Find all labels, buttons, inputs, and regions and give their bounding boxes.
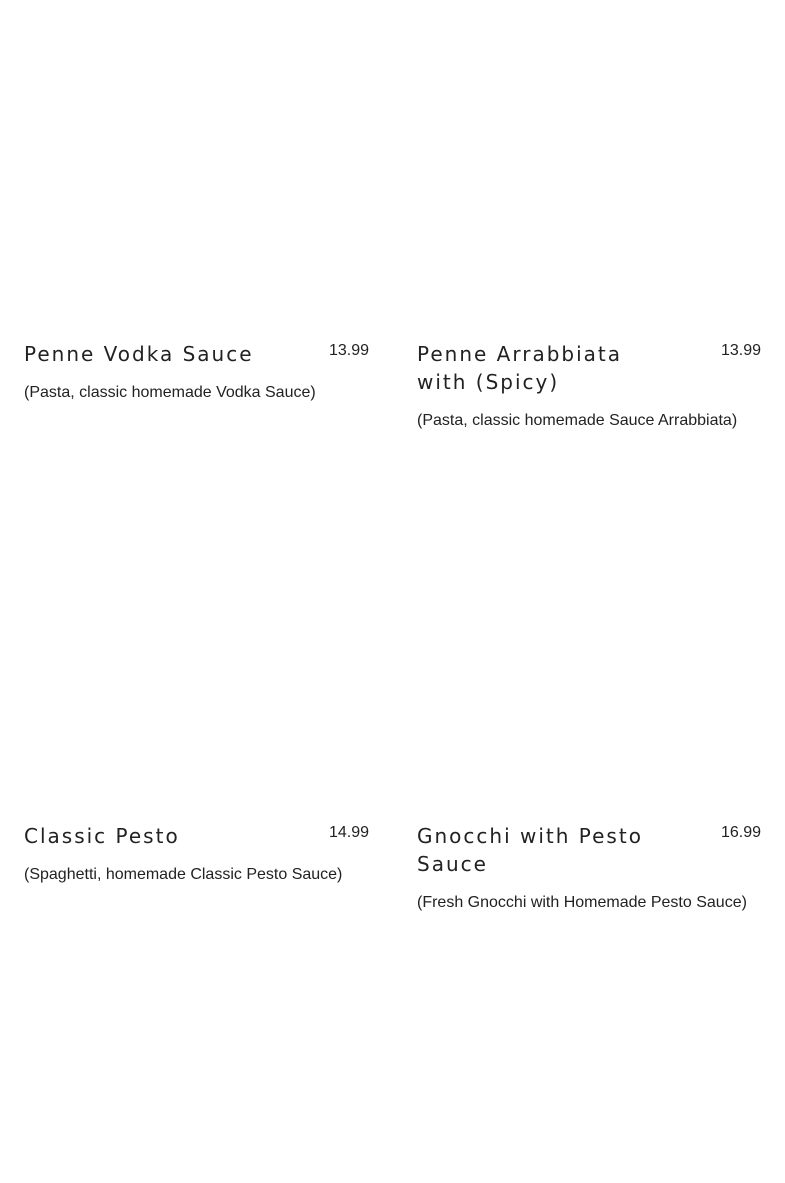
menu-item-name: Classic Pesto: [24, 824, 180, 848]
menu-item-description: (Pasta, classic homemade Vodka Sauce): [24, 384, 316, 401]
menu-item-price: 16.99: [720, 824, 761, 841]
menu-item-name: Gnocchi with Pesto Sauce: [417, 824, 643, 876]
menu-item-gnocchi-pesto[interactable]: [417, 822, 761, 914]
menu-item-description: (Pasta, classic homemade Sauce Arrabbiata): [417, 412, 738, 429]
menu-item-price: 14.99: [328, 824, 369, 841]
menu-item-name: Penne Vodka Sauce: [24, 342, 254, 366]
menu-item-header: [417, 822, 761, 878]
menu-item-price: 13.99: [328, 342, 369, 359]
menu-item-price: 13.99: [720, 342, 761, 359]
menu-item-header: [24, 822, 369, 850]
menu-item-classic-pesto[interactable]: [24, 822, 369, 886]
menu-item-penne-arrabbiata[interactable]: [417, 340, 761, 432]
menu-item-description: (Fresh Gnocchi with Homemade Pesto Sauce): [417, 894, 747, 911]
menu-item-header: [417, 340, 761, 396]
menu-item-description: (Spaghetti, homemade Classic Pesto Sauce): [24, 866, 343, 883]
menu-item-name: Penne Arrabbiata with (Spicy): [417, 342, 622, 394]
menu-item-penne-vodka[interactable]: [24, 340, 369, 404]
menu-item-header: [24, 340, 369, 368]
